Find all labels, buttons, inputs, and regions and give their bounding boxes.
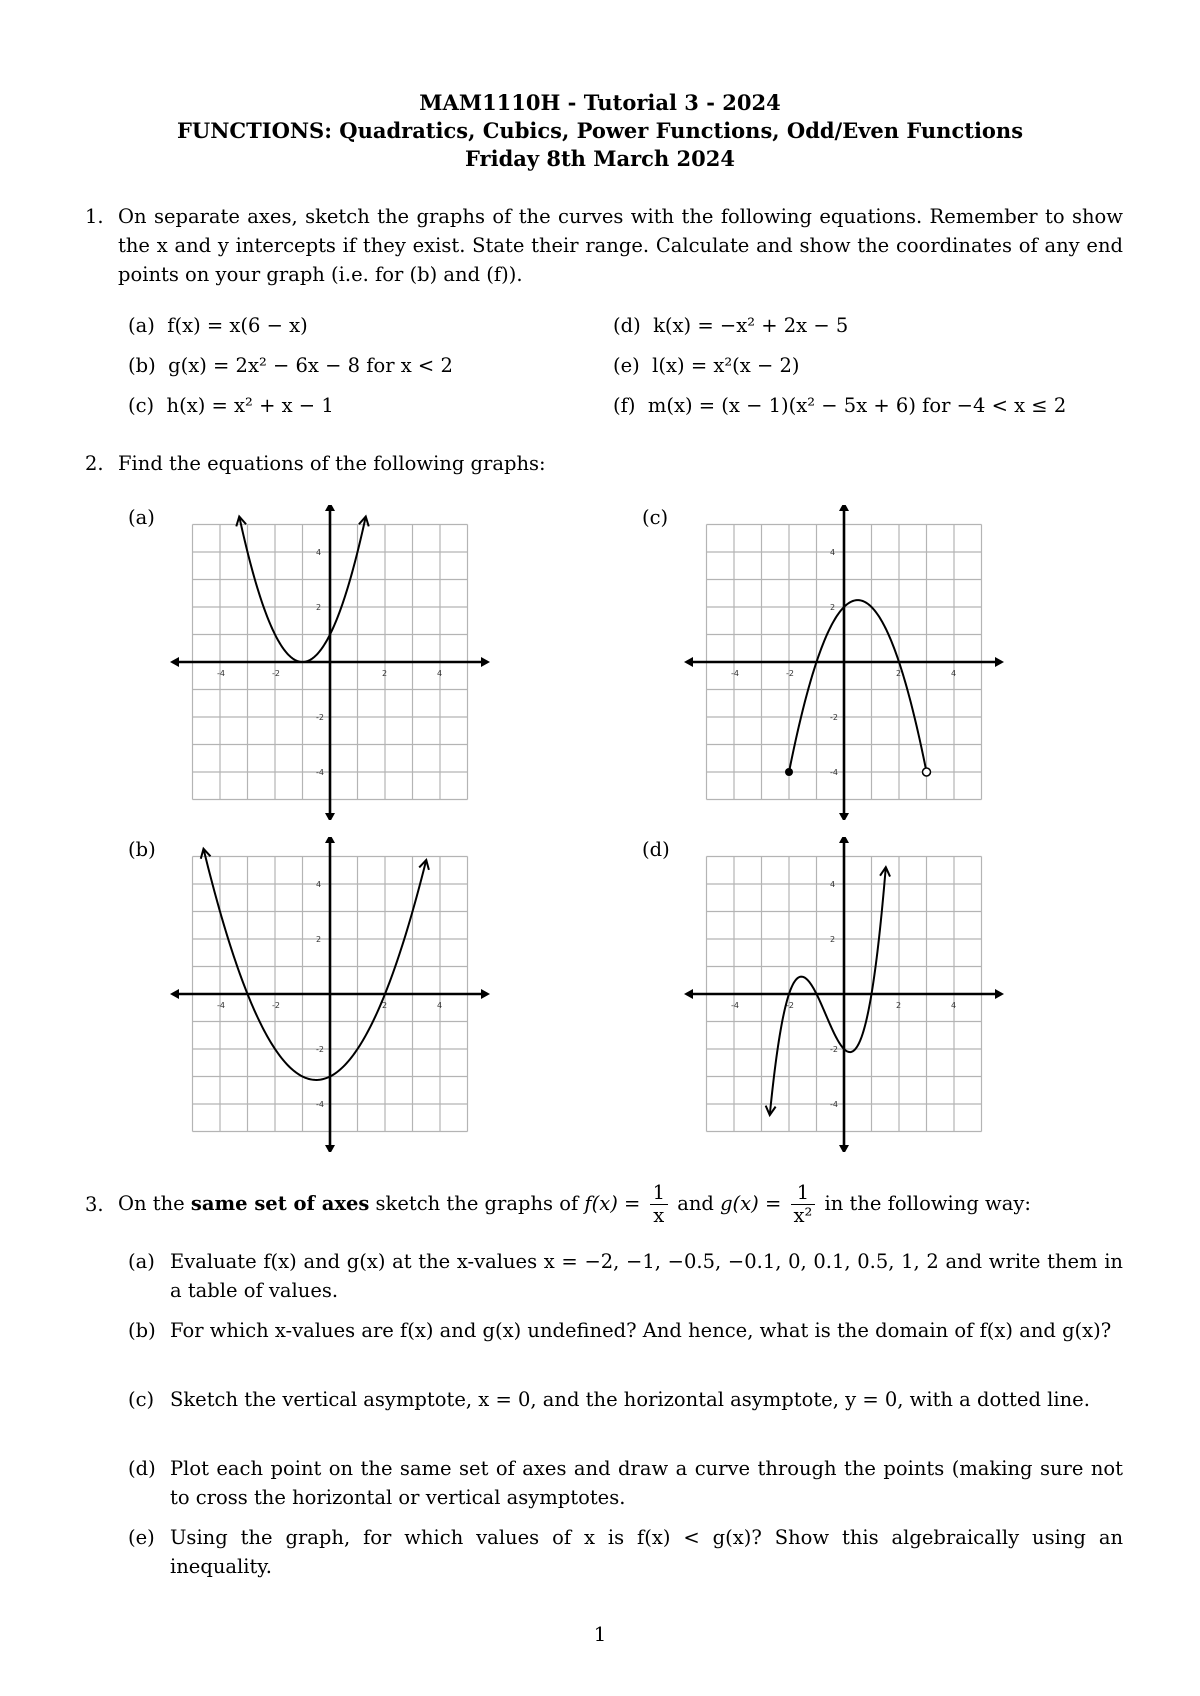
graph-a-label: (a) — [128, 506, 155, 529]
y-tick-label: 4 — [316, 880, 322, 889]
x-tick-label: -2 — [786, 1001, 794, 1010]
open-endpoint — [923, 768, 931, 776]
x-tick-label: 4 — [437, 1001, 443, 1010]
q3-item-label: (a) — [128, 1250, 155, 1273]
fraction-numerator: 1 — [791, 1182, 816, 1205]
q3-item-label: (b) — [128, 1319, 156, 1342]
fraction-denominator: x — [653, 1204, 665, 1227]
q1-item-expr: l(x) = x²(x − 2) — [652, 354, 800, 377]
q1-item-expr: f(x) = x(6 − x) — [167, 314, 308, 337]
y-axis-arrow-down — [325, 813, 335, 820]
x-axis-arrow-left — [170, 989, 179, 999]
y-tick-label: -4 — [316, 1100, 324, 1109]
q3-item-label: (c) — [128, 1388, 155, 1411]
q1-item-label: (b) — [128, 354, 156, 377]
y-tick-label: -4 — [830, 1100, 838, 1109]
y-tick-label: 2 — [830, 935, 836, 944]
x-axis-arrow-left — [684, 657, 693, 667]
y-tick-label: 2 — [316, 935, 322, 944]
y-tick-label: 4 — [830, 880, 836, 889]
y-tick-label: -4 — [830, 768, 838, 777]
x-tick-label: -2 — [272, 669, 280, 678]
q3-and: and — [677, 1192, 714, 1215]
y-tick-label: 4 — [830, 548, 836, 557]
q3-f-fraction — [650, 1182, 668, 1227]
q3-intro-b: sketch the graphs of — [375, 1192, 579, 1215]
q3-number: 3. — [85, 1193, 104, 1216]
graph-d — [684, 837, 1004, 1152]
y-tick-label: -2 — [316, 1045, 324, 1054]
y-axis-arrow-up — [839, 837, 849, 843]
y-axis-arrow-down — [839, 813, 849, 820]
fraction-numerator: 1 — [650, 1182, 668, 1205]
q1-item-d — [613, 314, 848, 337]
x-axis-arrow-left — [684, 989, 693, 999]
q3-item-e-text: Using the graph, for which values of x is f(x) < g(x)? Show this algebraically using an inequality. — [170, 1526, 1123, 1578]
x-axis-arrow-right — [995, 989, 1004, 999]
q1-text: On separate axes, sketch the graphs of the curves with the following equations. Remember to show the x and y intercepts if they exist. State their range. Calculate and show the coordinates of any end points on your graph (i.e. for (b) and (f)). — [118, 205, 1123, 286]
x-tick-label: 2 — [382, 1001, 388, 1010]
q1-item-expr: k(x) = −x² + 2x − 5 — [653, 314, 849, 337]
q1-item-expr: m(x) = (x − 1)(x² − 5x + 6) for −4 < x ≤ 2 — [647, 394, 1067, 417]
doc-subtitle: FUNCTIONS: Quadratics, Cubics, Power Functions, Odd/Even Functions — [176, 118, 1024, 143]
q1-item-e — [613, 354, 800, 377]
doc-title: MAM1110H - Tutorial 3 - 2024 — [419, 90, 781, 115]
q3-item-label: (e) — [128, 1526, 155, 1549]
q1-item-label: (f) — [613, 394, 636, 417]
x-tick-label: -2 — [272, 1001, 280, 1010]
x-axis-arrow-right — [995, 657, 1004, 667]
graph-a — [170, 505, 490, 820]
q3-g-fraction — [791, 1182, 816, 1227]
x-tick-label: -4 — [731, 669, 739, 678]
q1-number: 1. — [85, 205, 104, 228]
x-tick-label: 2 — [382, 669, 388, 678]
q3-intro — [118, 1172, 1123, 1236]
x-axis-arrow-right — [481, 657, 490, 667]
x-tick-label: -2 — [786, 669, 794, 678]
x-tick-label: 4 — [437, 669, 443, 678]
q3-item-b-text: For which x-values are f(x) and g(x) undefined? And hence, what is the domain of f(x) and g(x)? — [170, 1319, 1112, 1342]
q3-item-label: (d) — [128, 1457, 156, 1480]
y-axis-arrow-up — [839, 505, 849, 511]
q3-item-d-text: Plot each point on the same set of axes and draw a curve through the points (making sure not to cross the horizontal or vertical asymptotes. — [170, 1457, 1123, 1509]
y-tick-label: 2 — [316, 603, 322, 612]
curve-c — [789, 600, 927, 772]
graph-c-label: (c) — [642, 506, 669, 529]
y-tick-label: -2 — [830, 713, 838, 722]
q3-intro-bold: same set of axes — [190, 1192, 370, 1215]
x-tick-label: 4 — [951, 1001, 957, 1010]
q1-item-f — [613, 394, 1066, 417]
x-axis-arrow-left — [170, 657, 179, 667]
q1-item-label: (e) — [613, 354, 640, 377]
q3-intro-c: in the following way: — [824, 1192, 1031, 1215]
page-number: 1 — [593, 1622, 607, 1646]
y-tick-label: 2 — [830, 603, 836, 612]
x-tick-label: -4 — [217, 1001, 225, 1010]
closed-endpoint — [785, 768, 793, 776]
graph-b — [170, 837, 490, 1152]
q1-item-label: (c) — [128, 394, 155, 417]
q1-item-c — [128, 394, 334, 417]
q2-number: 2. — [85, 452, 104, 475]
graph-d-label: (d) — [642, 838, 670, 861]
q3-item-a-text: Evaluate f(x) and g(x) at the x-values x = −2, −1, −0.5, −0.1, 0, 0.1, 0.5, 1, 2 and write them in a table of values. — [170, 1250, 1123, 1302]
x-tick-label: 2 — [896, 669, 902, 678]
q3-intro-a: On the — [118, 1192, 185, 1215]
x-tick-label: 2 — [896, 1001, 902, 1010]
graph-c — [684, 505, 1004, 820]
y-axis-arrow-up — [325, 505, 335, 511]
y-tick-label: 4 — [316, 548, 322, 557]
x-tick-label: -4 — [731, 1001, 739, 1010]
q1-item-expr: g(x) = 2x² − 6x − 8 for x < 2 — [168, 354, 453, 377]
graph-b-label: (b) — [128, 838, 156, 861]
q1-item-label: (a) — [128, 314, 155, 337]
q1-item-a — [128, 314, 308, 337]
y-axis-arrow-down — [839, 1145, 849, 1152]
q1-item-expr: h(x) = x² + x − 1 — [166, 394, 334, 417]
q3-item-c-text: Sketch the vertical asymptote, x = 0, and the horizontal asymptote, y = 0, with a dotted line. — [170, 1388, 1090, 1411]
curve-d — [770, 867, 886, 1115]
q1-item-b — [128, 354, 453, 377]
q1-item-label: (d) — [613, 314, 641, 337]
x-tick-label: -4 — [217, 669, 225, 678]
doc-date: Friday 8th March 2024 — [464, 146, 735, 171]
y-axis-arrow-up — [325, 837, 335, 843]
q2-text: Find the equations of the following graphs: — [118, 452, 546, 475]
y-axis-arrow-down — [325, 1145, 335, 1152]
q3-f-lhs: f(x) = — [584, 1192, 641, 1215]
x-axis-arrow-right — [481, 989, 490, 999]
y-tick-label: -2 — [316, 713, 324, 722]
y-tick-label: -2 — [830, 1045, 838, 1054]
y-tick-label: -4 — [316, 768, 324, 777]
x-tick-label: 4 — [951, 669, 957, 678]
q3-g-lhs: g(x) = — [720, 1192, 782, 1215]
fraction-denominator: x² — [793, 1204, 813, 1227]
